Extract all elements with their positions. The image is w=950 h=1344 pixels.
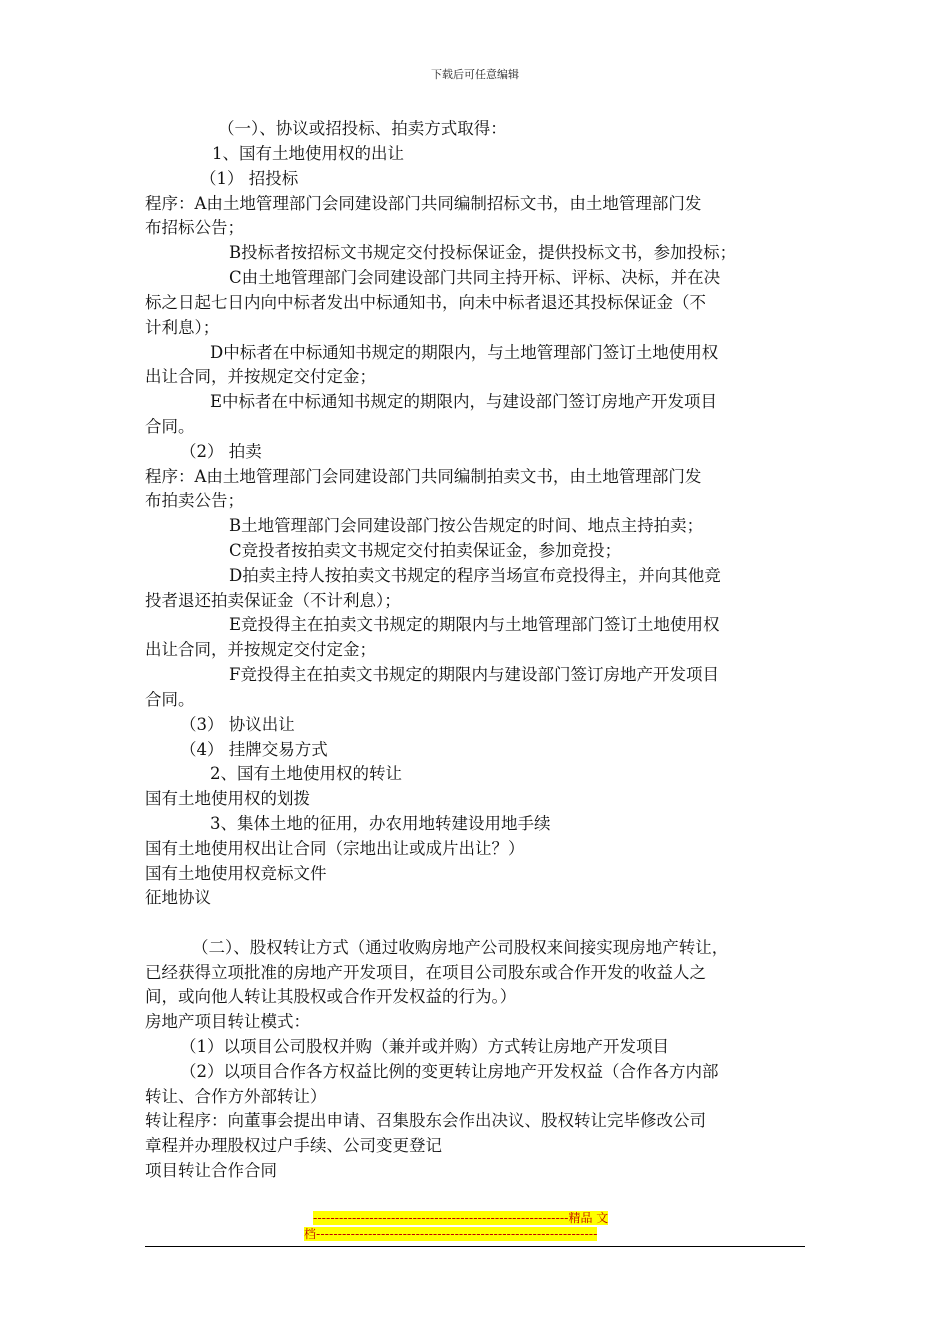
paragraph-line: 转让程序：向董事会提出申请、召集股东会作出决议、股权转让完毕修改公司 xyxy=(145,1111,706,1130)
footer-line-2: 档----------------------------------------------------------------- xyxy=(304,1227,598,1241)
footer-watermark xyxy=(304,1210,648,1242)
paragraph-line: C竞投者按拍卖文书规定交付拍卖保证金，参加竞投； xyxy=(229,541,622,560)
paragraph-line: E竞投得主在拍卖文书规定的期限内与土地管理部门签订土地使用权 xyxy=(229,615,720,634)
paragraph-line: 项目转让合作合同 xyxy=(145,1161,277,1180)
paragraph-line: F竞投得主在拍卖文书规定的期限内与建设部门签订房地产开发项目 xyxy=(229,665,719,684)
footer-line-1: -----------------------------------------------------------精品 文 xyxy=(313,1211,609,1225)
paragraph-line: 布招标公告； xyxy=(145,218,244,237)
paragraph-line: D中标者在中标通知书规定的期限内，与土地管理部门签订土地使用权 xyxy=(210,343,719,362)
paragraph-line: 程序：A由土地管理部门会同建设部门共同编制招标文书，由土地管理部门发 xyxy=(145,194,702,213)
paragraph-line: 已经获得立项批准的房地产开发项目，在项目公司股东或合作开发的收益人之 xyxy=(145,963,706,982)
paragraph-line: （2）以项目合作各方权益比例的变更转让房地产开发权益（合作各方内部 xyxy=(180,1062,719,1081)
item-agreement: （3） 协议出让 xyxy=(180,715,295,734)
paragraph-line: 布拍卖公告； xyxy=(145,491,244,510)
item-listing: （4） 挂牌交易方式 xyxy=(180,740,328,759)
paragraph-line: 国有土地使用权竞标文件 xyxy=(145,864,327,883)
paragraph-line: 间，或向他人转让其股权或合作开发权益的行为。） xyxy=(145,987,517,1006)
subheading-collective-land: 3、集体土地的征用，办农用地转建设用地手续 xyxy=(210,814,551,833)
paragraph-line: D拍卖主持人按拍卖文书规定的程序当场宣布竞投得主，并向其他竞 xyxy=(229,566,721,585)
subheading-land-resale: 2、国有土地使用权的转让 xyxy=(210,764,402,783)
paragraph-line: 国有土地使用权的划拨 xyxy=(145,789,310,808)
paragraph-line: 出让合同，并按规定交付定金； xyxy=(145,367,376,386)
paragraph-line: 出让合同，并按规定交付定金； xyxy=(145,640,376,659)
paragraph-line: 合同。 xyxy=(145,417,195,436)
paragraph-line: B投标者按招标文书规定交付投标保证金，提供投标文书，参加投标； xyxy=(229,243,737,262)
section-heading-1: （一）、协议或招投标、拍卖方式取得： xyxy=(218,119,507,138)
item-bidding: （1） 招投标 xyxy=(200,169,299,188)
section-heading-2: （二）、股权转让方式（通过收购房地产公司股权来间接实现房地产转让， xyxy=(192,938,729,957)
item-auction: （2） 拍卖 xyxy=(180,442,262,461)
footer-divider xyxy=(145,1246,805,1247)
paragraph-line: 转让、合作方外部转让） xyxy=(145,1087,327,1106)
paragraph-line: 计利息）； xyxy=(145,318,220,337)
paragraph-line: E中标者在中标通知书规定的期限内，与建设部门签订房地产开发项目 xyxy=(210,392,718,411)
paragraph-line: C由土地管理部门会同建设部门共同主持开标、评标、决标，并在决 xyxy=(229,268,721,287)
subheading-land-transfer: 1、国有土地使用权的出让 xyxy=(212,144,404,163)
paragraph-line: 标之日起七日内向中标者发出中标通知书，向未中标者退还其投标保证金（不 xyxy=(145,293,706,312)
paragraph-line: 国有土地使用权出让合同（宗地出让或成片出让？） xyxy=(145,839,525,858)
paragraph-line: 投者退还拍卖保证金（不计利息）； xyxy=(145,591,401,610)
paragraph-line: 征地协议 xyxy=(145,888,211,907)
paragraph-line: B土地管理部门会同建设部门按公告规定的时间、地点主持拍卖； xyxy=(229,516,704,535)
page-header: 下载后可任意编辑 xyxy=(431,68,519,81)
paragraph-line: 章程并办理股权过户手续、公司变更登记 xyxy=(145,1136,442,1155)
paragraph-line: 程序：A由土地管理部门会同建设部门共同编制拍卖文书，由土地管理部门发 xyxy=(145,467,702,486)
paragraph-line: 合同。 xyxy=(145,690,195,709)
paragraph-line: （1）以项目公司股权并购（兼并或并购）方式转让房地产开发项目 xyxy=(180,1037,669,1056)
paragraph-line: 房地产项目转让模式： xyxy=(145,1012,310,1031)
